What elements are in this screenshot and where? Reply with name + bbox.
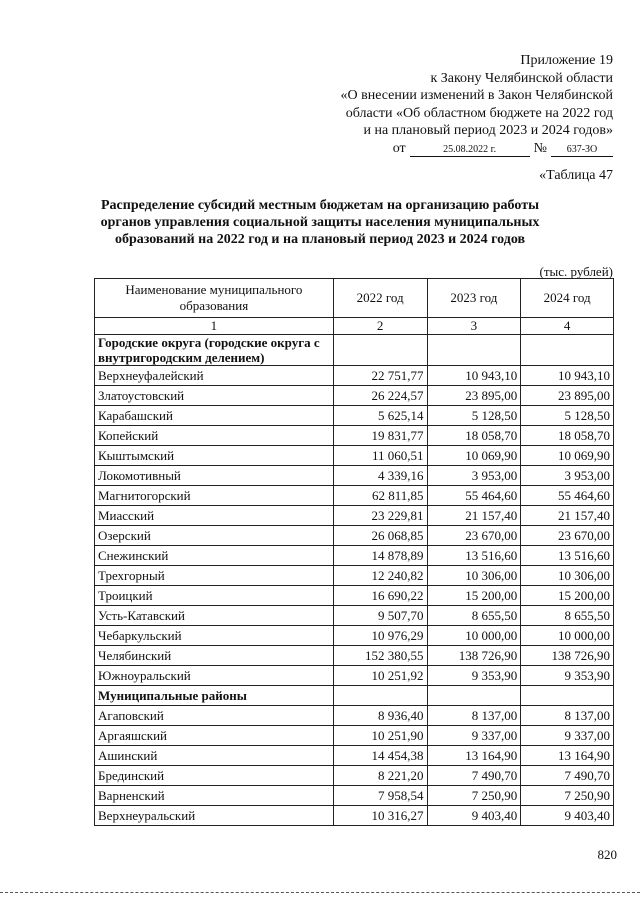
law-date: 25.08.2022 г. — [410, 144, 530, 157]
municipality-name: Троицкий — [95, 586, 334, 606]
header-line: области «Об областном бюджете на 2022 год — [345, 105, 613, 121]
value-2022: 10 316,27 — [333, 806, 427, 826]
value-2023: 23 895,00 — [427, 386, 521, 406]
empty-cell — [333, 686, 427, 706]
table-row — [95, 526, 614, 546]
value-2022: 26 068,85 — [333, 526, 427, 546]
value-2024: 10 000,00 — [521, 626, 614, 646]
table-row — [95, 766, 614, 786]
municipality-name: Верхнеуфалейский — [95, 366, 334, 386]
table-row — [95, 646, 614, 666]
value-2024: 138 726,90 — [521, 646, 614, 666]
value-2023: 7 250,90 — [427, 786, 521, 806]
value-2023: 9 403,40 — [427, 806, 521, 826]
municipality-name: Миасский — [95, 506, 334, 526]
table-row — [95, 786, 614, 806]
municipality-name: Озерский — [95, 526, 334, 546]
value-2024: 23 895,00 — [521, 386, 614, 406]
table-row — [95, 486, 614, 506]
value-2022: 14 454,38 — [333, 746, 427, 766]
value-2024: 7 490,70 — [521, 766, 614, 786]
value-2022: 152 380,55 — [333, 646, 427, 666]
column-number-row — [95, 318, 614, 335]
value-2022: 9 507,70 — [333, 606, 427, 626]
municipality-name: Ашинский — [95, 746, 334, 766]
table-row — [95, 466, 614, 486]
value-2024: 9 353,90 — [521, 666, 614, 686]
subsidy-table — [94, 278, 614, 826]
value-2023: 10 306,00 — [427, 566, 521, 586]
municipality-name: Южноуральский — [95, 666, 334, 686]
municipality-name: Челябинский — [95, 646, 334, 666]
value-2023: 7 490,70 — [427, 766, 521, 786]
municipality-name: Кыштымский — [95, 446, 334, 466]
municipality-name: Чебаркульский — [95, 626, 334, 646]
table-row — [95, 386, 614, 406]
value-2022: 10 976,29 — [333, 626, 427, 646]
table-header-row — [95, 279, 614, 318]
table-row — [95, 626, 614, 646]
law-date-number — [341, 140, 614, 158]
table-note: «Таблица 47 — [539, 168, 613, 183]
value-2022: 10 251,90 — [333, 726, 427, 746]
empty-cell — [427, 686, 521, 706]
header-line: к Закону Челябинской области — [430, 70, 613, 86]
column-header-2024: 2024 год — [521, 279, 614, 318]
municipality-name: Копейский — [95, 426, 334, 446]
value-2023: 8 137,00 — [427, 706, 521, 726]
value-2024: 23 670,00 — [521, 526, 614, 546]
value-2022: 23 229,81 — [333, 506, 427, 526]
value-2023: 21 157,40 — [427, 506, 521, 526]
value-2023: 10 943,10 — [427, 366, 521, 386]
value-2023: 138 726,90 — [427, 646, 521, 666]
table-row — [95, 566, 614, 586]
table-row — [95, 366, 614, 386]
municipality-name: Снежинский — [95, 546, 334, 566]
value-2022: 12 240,82 — [333, 566, 427, 586]
value-2023: 10 069,90 — [427, 446, 521, 466]
table-row — [95, 586, 614, 606]
table-row — [95, 406, 614, 426]
value-2022: 19 831,77 — [333, 426, 427, 446]
table-row — [95, 746, 614, 766]
column-number: 4 — [521, 318, 614, 335]
column-number: 3 — [427, 318, 521, 335]
value-2024: 13 164,90 — [521, 746, 614, 766]
value-2024: 3 953,00 — [521, 466, 614, 486]
municipality-name: Варненский — [95, 786, 334, 806]
table-row — [95, 546, 614, 566]
value-2023: 9 337,00 — [427, 726, 521, 746]
group-label: Муниципальные районы — [95, 686, 334, 706]
value-2022: 26 224,57 — [333, 386, 427, 406]
value-2023: 18 058,70 — [427, 426, 521, 446]
municipality-name: Аргаяшский — [95, 726, 334, 746]
value-2022: 4 339,16 — [333, 466, 427, 486]
municipality-name: Магнитогорский — [95, 486, 334, 506]
law-number: 637-ЗО — [551, 144, 613, 157]
value-2022: 14 878,89 — [333, 546, 427, 566]
table-row — [95, 706, 614, 726]
appendix-header — [341, 52, 614, 157]
page-number: 820 — [597, 847, 617, 862]
value-2022: 5 625,14 — [333, 406, 427, 426]
value-2022: 62 811,85 — [333, 486, 427, 506]
municipality-name: Брединский — [95, 766, 334, 786]
value-2023: 23 670,00 — [427, 526, 521, 546]
value-2024: 21 157,40 — [521, 506, 614, 526]
value-2022: 7 958,54 — [333, 786, 427, 806]
municipality-name: Верхнеуральский — [95, 806, 334, 826]
value-2023: 9 353,90 — [427, 666, 521, 686]
column-header-name: Наименование муниципального образования — [95, 279, 334, 318]
value-2024: 8 655,50 — [521, 606, 614, 626]
municipality-name: Агаповский — [95, 706, 334, 726]
value-2023: 5 128,50 — [427, 406, 521, 426]
empty-cell — [427, 335, 521, 366]
empty-cell — [521, 335, 614, 366]
table-row — [95, 426, 614, 446]
value-2022: 8 221,20 — [333, 766, 427, 786]
value-2023: 10 000,00 — [427, 626, 521, 646]
value-2022: 11 060,51 — [333, 446, 427, 466]
footer-divider — [0, 892, 640, 893]
value-2022: 16 690,22 — [333, 586, 427, 606]
value-2023: 13 516,60 — [427, 546, 521, 566]
value-2024: 9 337,00 — [521, 726, 614, 746]
group-row — [95, 335, 614, 366]
header-line: «О внесении изменений в Закон Челябинской — [340, 88, 613, 103]
value-2022: 22 751,77 — [333, 366, 427, 386]
value-2024: 10 306,00 — [521, 566, 614, 586]
value-2024: 18 058,70 — [521, 426, 614, 446]
table-body — [95, 335, 614, 826]
table-row — [95, 506, 614, 526]
table-row — [95, 726, 614, 746]
column-number: 1 — [95, 318, 334, 335]
empty-cell — [521, 686, 614, 706]
number-label: № — [533, 140, 547, 156]
units-label: (тыс. рублей) — [539, 264, 613, 279]
value-2023: 13 164,90 — [427, 746, 521, 766]
value-2024: 13 516,60 — [521, 546, 614, 566]
value-2023: 15 200,00 — [427, 586, 521, 606]
value-2022: 10 251,92 — [333, 666, 427, 686]
column-header-2022: 2022 год — [333, 279, 427, 318]
municipality-name: Карабашский — [95, 406, 334, 426]
group-label: Городские округа (городские округа с внутригородским делением) — [95, 335, 334, 366]
value-2024: 55 464,60 — [521, 486, 614, 506]
value-2024: 8 137,00 — [521, 706, 614, 726]
municipality-name: Усть-Катавский — [95, 606, 334, 626]
value-2023: 55 464,60 — [427, 486, 521, 506]
value-2022: 8 936,40 — [333, 706, 427, 726]
table-row — [95, 806, 614, 826]
table-row — [95, 446, 614, 466]
header-line: Приложение 19 — [520, 53, 613, 68]
value-2024: 10 069,90 — [521, 446, 614, 466]
value-2024: 10 943,10 — [521, 366, 614, 386]
value-2024: 7 250,90 — [521, 786, 614, 806]
table-row — [95, 606, 614, 626]
municipality-name: Трехгорный — [95, 566, 334, 586]
document-title: Распределение субсидий местным бюджетам на организацию работы органов управления социальной защиты населения муниципальных образований на 2022 год и на плановый период 2023 и 2024 годов — [100, 198, 540, 247]
column-number: 2 — [333, 318, 427, 335]
group-row — [95, 686, 614, 706]
value-2024: 5 128,50 — [521, 406, 614, 426]
column-header-2023: 2023 год — [427, 279, 521, 318]
table-row — [95, 666, 614, 686]
municipality-name: Златоустовский — [95, 386, 334, 406]
municipality-name: Локомотивный — [95, 466, 334, 486]
header-line: и на плановый период 2023 и 2024 годов» — [363, 123, 613, 138]
ot-label: от — [392, 140, 406, 156]
value-2023: 8 655,50 — [427, 606, 521, 626]
value-2023: 3 953,00 — [427, 466, 521, 486]
value-2024: 15 200,00 — [521, 586, 614, 606]
value-2024: 9 403,40 — [521, 806, 614, 826]
empty-cell — [333, 335, 427, 366]
